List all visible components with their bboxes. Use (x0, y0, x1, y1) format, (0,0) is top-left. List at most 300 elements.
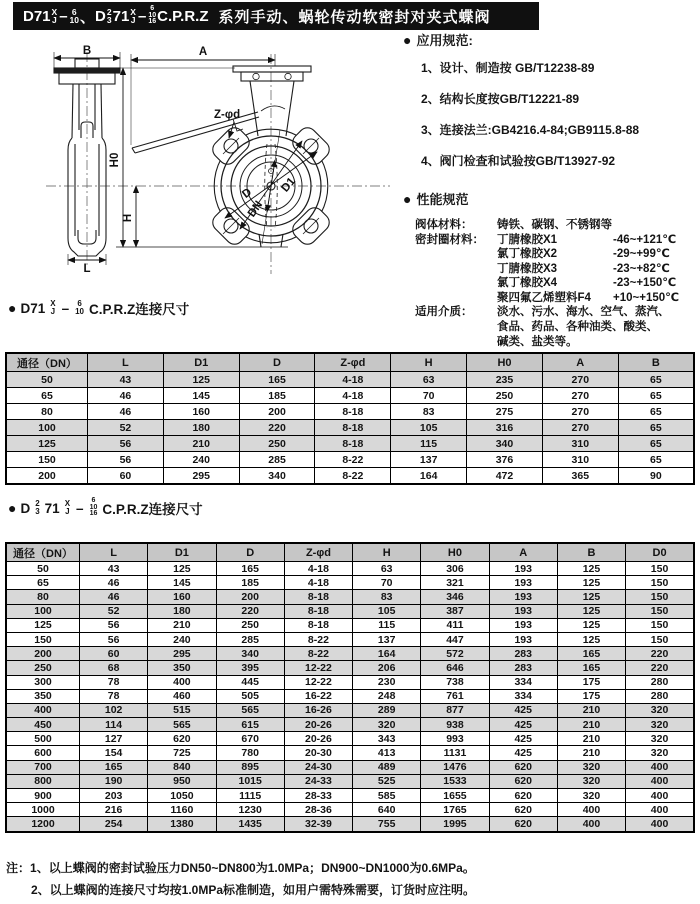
table-cell: 334 (489, 689, 557, 703)
table-cell: 220 (626, 647, 694, 661)
table-cell: 447 (421, 632, 489, 646)
table-cell: 28-36 (284, 803, 352, 817)
table-row (6, 452, 694, 468)
table-cell: 1000 (6, 803, 80, 817)
valve-technical-drawing (28, 38, 400, 302)
table-cell: 615 (216, 718, 284, 732)
table-cell: 489 (353, 760, 421, 774)
table-cell: 400 (626, 817, 694, 832)
table-cell: 185 (239, 388, 315, 404)
table-cell: 620 (489, 774, 557, 788)
table-cell: 175 (557, 675, 625, 689)
table-cell: 56 (88, 452, 164, 468)
dim-label-h0: H0 (109, 152, 121, 168)
table-cell: 646 (421, 661, 489, 675)
table-cell: 295 (163, 468, 239, 485)
table-cell: 450 (6, 718, 80, 732)
table-cell: 1131 (421, 746, 489, 760)
table-cell: 270 (542, 372, 618, 388)
column-header: D0 (626, 543, 694, 562)
table-cell: 70 (353, 576, 421, 590)
table-cell: 343 (353, 732, 421, 746)
table-cell: 20-26 (284, 732, 352, 746)
table-row (6, 576, 694, 590)
table-row (6, 817, 694, 832)
table-cell: 620 (489, 760, 557, 774)
table-cell: 320 (626, 703, 694, 717)
table-cell: 340 (239, 468, 315, 485)
application-spec-heading: ● 应用规范: (403, 31, 473, 48)
bullet-icon: ● (403, 190, 412, 207)
table-row (6, 436, 694, 452)
table-cell: 125 (557, 562, 625, 576)
table-cell: 395 (216, 661, 284, 675)
table-cell: 938 (421, 718, 489, 732)
performance-spec-heading: ● 性能规范 (403, 190, 469, 207)
table-cell: 12-22 (284, 661, 352, 675)
dim-label-dn: DN (245, 199, 266, 220)
bullet-icon: ● (8, 500, 17, 516)
table-cell: 250 (216, 618, 284, 632)
table-cell: 585 (353, 789, 421, 803)
table-cell: 32-39 (284, 817, 352, 832)
body-material-line: 阀体材料： 铸铁、碳钢、不锈钢等 (415, 219, 612, 231)
note-label: 注： (6, 861, 31, 875)
table-cell: 65 (618, 404, 694, 420)
table-cell: 316 (467, 420, 543, 436)
table-cell: 56 (80, 618, 148, 632)
table-cell: 1765 (421, 803, 489, 817)
media-line: 适用介质： 淡水、污水、海水、空气、蒸汽、 食品、药品、各种油类、酸类、 碱类、盐类等。 (415, 306, 670, 348)
table-cell: 70 (391, 388, 467, 404)
table-cell: 620 (148, 732, 216, 746)
model2-dash: – (137, 7, 147, 25)
table-row (6, 803, 694, 817)
table-cell: 376 (467, 452, 543, 468)
table-cell: 125 (557, 604, 625, 618)
table-cell: 445 (216, 675, 284, 689)
table-cell: 283 (489, 647, 557, 661)
table-cell: 210 (557, 746, 625, 760)
table-cell: 400 (626, 789, 694, 803)
table-cell: 350 (148, 661, 216, 675)
table-cell: 320 (557, 774, 625, 788)
table-cell: 210 (557, 703, 625, 717)
table-row (6, 647, 694, 661)
valve-front-view (132, 66, 333, 248)
table-cell: 275 (467, 404, 543, 420)
model2-stack-pn: 6 10 16 (148, 5, 157, 26)
table-cell: 150 (626, 618, 694, 632)
table-cell: 160 (148, 590, 216, 604)
table-cell: 190 (80, 774, 148, 788)
table-cell: 115 (391, 436, 467, 452)
table-cell: 20-30 (284, 746, 352, 760)
table-cell: 200 (6, 647, 80, 661)
table-cell: 16-22 (284, 689, 352, 703)
seal-item: 氯丁橡胶X2 -29~+99℃ (497, 248, 670, 261)
table-row (6, 774, 694, 788)
table-row (6, 604, 694, 618)
table-cell: 400 (626, 803, 694, 817)
column-header: B (557, 543, 625, 562)
specs-column (403, 30, 697, 349)
section2-stack-23: 2 3 (35, 499, 40, 516)
application-spec-item: 1、设计、制造按 GB/T12238-89 (421, 61, 595, 75)
table-cell: 68 (80, 661, 148, 675)
table-cell: 216 (80, 803, 148, 817)
table-cell: 425 (489, 703, 557, 717)
table-row (6, 703, 694, 717)
table-cell: 125 (557, 618, 625, 632)
table-cell: 52 (88, 420, 164, 436)
table-cell: 670 (216, 732, 284, 746)
table-cell: 80 (6, 404, 88, 420)
table-cell: 8-18 (315, 420, 391, 436)
dim-label-h: H (122, 213, 134, 223)
application-spec-item: 4、阀门检查和试验按GB/T13927-92 (421, 154, 616, 168)
table-cell: 100 (6, 420, 88, 436)
table-cell: 640 (353, 803, 421, 817)
table-cell: 280 (626, 689, 694, 703)
table-cell: 100 (6, 604, 80, 618)
table-row (6, 562, 694, 576)
table-cell: 125 (557, 576, 625, 590)
application-spec-item: 2、结构长度按GB/T12221-89 (421, 92, 580, 106)
table-cell: 240 (148, 632, 216, 646)
table-row (6, 388, 694, 404)
table-cell: 206 (353, 661, 421, 675)
performance-spec-block (403, 189, 697, 349)
title-cprz: C.P.R.Z (157, 7, 209, 25)
model2-mid: 71 (112, 7, 130, 25)
table-cell: 346 (421, 590, 489, 604)
table-cell: 127 (80, 732, 148, 746)
column-header: H (391, 353, 467, 372)
table-cell: 220 (626, 661, 694, 675)
table-cell: 56 (88, 436, 164, 452)
column-header: B (618, 353, 694, 372)
table-row (6, 661, 694, 675)
table-cell: 387 (421, 604, 489, 618)
dim-label-a: A (198, 46, 208, 58)
table-cell: 46 (80, 590, 148, 604)
table-cell: 125 (557, 632, 625, 646)
table-row (6, 404, 694, 420)
table-cell: 270 (542, 404, 618, 420)
table-cell: 295 (148, 647, 216, 661)
column-header: Z-φd (315, 353, 391, 372)
dim-label-l: L (83, 263, 91, 275)
table-cell: 220 (216, 604, 284, 618)
table-cell: 620 (489, 803, 557, 817)
title-series-text: 系列手动、蜗轮传动软密封对夹式蝶阀 (218, 8, 491, 26)
table-cell: 1380 (148, 817, 216, 832)
table-cell: 56 (80, 632, 148, 646)
table-header-row (6, 353, 694, 372)
table-cell: 240 (163, 452, 239, 468)
table-cell: 203 (80, 789, 148, 803)
table-cell: 400 (626, 774, 694, 788)
table-cell: 154 (80, 746, 148, 760)
table-cell: 800 (6, 774, 80, 788)
table-cell: 1476 (421, 760, 489, 774)
table-cell: 1655 (421, 789, 489, 803)
table-cell: 65 (6, 388, 88, 404)
table-cell: 193 (489, 632, 557, 646)
table-cell: 572 (421, 647, 489, 661)
table-row (6, 732, 694, 746)
table-cell: 1160 (148, 803, 216, 817)
table-cell: 65 (618, 420, 694, 436)
column-header: H0 (421, 543, 489, 562)
table-cell: 210 (557, 732, 625, 746)
table-cell: 472 (467, 468, 543, 485)
column-header: 通径（DN） (6, 543, 80, 562)
table-cell: 43 (80, 562, 148, 576)
table-cell: 895 (216, 760, 284, 774)
table-cell: 150 (6, 452, 88, 468)
page-title (13, 2, 539, 30)
table-cell: 210 (557, 718, 625, 732)
table-cell: 160 (163, 404, 239, 420)
table-cell: 65 (618, 452, 694, 468)
table-cell: 425 (489, 732, 557, 746)
table-cell: 150 (626, 562, 694, 576)
table-row (6, 632, 694, 646)
table-cell: 4-18 (284, 562, 352, 576)
table-cell: 150 (626, 632, 694, 646)
column-header: D1 (148, 543, 216, 562)
table-cell: 620 (489, 789, 557, 803)
table-cell: 300 (6, 675, 80, 689)
table-cell: 8-18 (284, 618, 352, 632)
table-row (6, 468, 694, 485)
table-cell: 60 (88, 468, 164, 485)
table-cell: 63 (353, 562, 421, 576)
table-cell: 90 (618, 468, 694, 485)
table-cell: 1435 (216, 817, 284, 832)
table-cell: 193 (489, 562, 557, 576)
table-cell: 16-26 (284, 703, 352, 717)
table-row (6, 689, 694, 703)
dim-label-d: D (240, 186, 255, 201)
section1-stack-xj: X J (50, 299, 56, 316)
table-cell: 460 (148, 689, 216, 703)
title-separator: 、 (80, 8, 96, 26)
table-cell: 50 (6, 372, 88, 388)
table-cell: 725 (148, 746, 216, 760)
column-header: Z-φd (284, 543, 352, 562)
table-cell: 8-18 (284, 590, 352, 604)
table-cell: 114 (80, 718, 148, 732)
table-cell: 200 (6, 468, 88, 485)
table-cell: 165 (239, 372, 315, 388)
table-cell: 4-18 (315, 372, 391, 388)
table-cell: 270 (542, 388, 618, 404)
table-cell: 165 (216, 562, 284, 576)
table-cell: 200 (239, 404, 315, 420)
table-cell: 320 (353, 718, 421, 732)
table-cell: 65 (618, 388, 694, 404)
table-cell: 250 (239, 436, 315, 452)
table-cell: 150 (626, 576, 694, 590)
table-cell: 46 (88, 404, 164, 420)
column-header: L (80, 543, 148, 562)
table-cell: 8-18 (284, 604, 352, 618)
table-cell: 248 (353, 689, 421, 703)
table-cell: 1230 (216, 803, 284, 817)
table-cell: 250 (6, 661, 80, 675)
table-cell: 50 (6, 562, 80, 576)
table-cell: 877 (421, 703, 489, 717)
table-cell: 180 (163, 420, 239, 436)
table-cell: 185 (216, 576, 284, 590)
table-cell: 150 (6, 632, 80, 646)
table-cell: 250 (467, 388, 543, 404)
seal-material-list (497, 233, 679, 306)
table-cell: 83 (353, 590, 421, 604)
table-cell: 102 (80, 703, 148, 717)
table-cell: 8-22 (284, 647, 352, 661)
column-header: D (216, 543, 284, 562)
table-cell: 334 (489, 675, 557, 689)
table-cell: 310 (542, 436, 618, 452)
dim-label-z-phi-d: Z-φd (214, 109, 241, 121)
table-cell: 400 (148, 675, 216, 689)
table-cell: 280 (626, 675, 694, 689)
table-row (6, 675, 694, 689)
table-cell: 340 (467, 436, 543, 452)
table-cell: 425 (489, 718, 557, 732)
table-cell: 8-22 (315, 452, 391, 468)
table-cell: 46 (88, 388, 164, 404)
table-cell: 350 (6, 689, 80, 703)
table-row (6, 372, 694, 388)
note-line: 注：1、以上蝶阀的密封试验压力DN50~DN800为1.0MPa；DN900~DN1000为0.6MPa。 (6, 861, 475, 875)
table-cell: 46 (80, 576, 148, 590)
model2-base: D (95, 7, 106, 25)
table-cell: 65 (618, 436, 694, 452)
bullet-icon: ● (403, 31, 412, 48)
table-cell: 411 (421, 618, 489, 632)
table-cell: 8-18 (315, 436, 391, 452)
table-cell: 150 (626, 590, 694, 604)
seal-item: 氯丁橡胶X4 -23~+150℃ (497, 277, 677, 290)
table-row (6, 789, 694, 803)
table-cell: 165 (557, 661, 625, 675)
table-cell: 137 (353, 632, 421, 646)
section2-stack-xj: X J (64, 499, 71, 516)
seal-material-line: 密封圈材料： 丁腈橡胶X1 -46~+121℃ 氯丁橡胶X2 -29~+99℃ 丁腈橡胶X3 -23~+82℃ 氯丁橡胶X4 -23~+150℃ 聚四氟乙烯塑料F4 +10~+150℃ (415, 233, 680, 304)
section2-stack-pn: 6 10 16 (89, 497, 98, 518)
column-header: H0 (467, 353, 543, 372)
table-cell: 840 (148, 760, 216, 774)
table-cell: 78 (80, 675, 148, 689)
table-cell: 283 (489, 661, 557, 675)
model1-dash: – (59, 7, 68, 25)
table-cell: 1995 (421, 817, 489, 832)
table-cell: 137 (391, 452, 467, 468)
table-cell: 193 (489, 604, 557, 618)
table-cell: 145 (148, 576, 216, 590)
table-cell: 306 (421, 562, 489, 576)
table-cell: 115 (353, 618, 421, 632)
table-cell: 210 (148, 618, 216, 632)
column-header: D1 (163, 353, 239, 372)
table-cell: 220 (239, 420, 315, 436)
table-cell: 761 (421, 689, 489, 703)
table-cell: 365 (542, 468, 618, 485)
table-cell: 755 (353, 817, 421, 832)
table-cell: 425 (489, 746, 557, 760)
column-header: A (542, 353, 618, 372)
model2-stack-xj: X J (130, 6, 136, 25)
table-cell: 63 (391, 372, 467, 388)
footnotes (6, 857, 475, 901)
table-cell: 230 (353, 675, 421, 689)
table-row (6, 760, 694, 774)
dim-label-d1: D1 (279, 175, 299, 195)
table-cell: 80 (6, 590, 80, 604)
table-header-row (6, 543, 694, 562)
seal-item: 丁腈橡胶X1 -46~+121℃ (497, 233, 677, 246)
table-cell: 738 (421, 675, 489, 689)
application-spec-item: 3、连接法兰:GB4216.4-84;GB9115.8-88 (421, 123, 640, 137)
table-cell: 950 (148, 774, 216, 788)
table-cell: 235 (467, 372, 543, 388)
table-cell: 900 (6, 789, 80, 803)
table-row (6, 746, 694, 760)
table-cell: 320 (626, 718, 694, 732)
table-cell: 165 (80, 760, 148, 774)
table-cell: 254 (80, 817, 148, 832)
table-cell: 565 (216, 703, 284, 717)
column-header: H (353, 543, 421, 562)
table-cell: 12-22 (284, 675, 352, 689)
table-cell: 60 (80, 647, 148, 661)
table-cell: 52 (80, 604, 148, 618)
column-header: 通径（DN） (6, 353, 88, 372)
bullet-icon: ● (8, 300, 17, 316)
table-cell: 193 (489, 576, 557, 590)
section1-stack-pn: 6 10 (75, 299, 84, 316)
model2-stack-23: 2 3 (106, 6, 112, 25)
table-cell: 150 (626, 604, 694, 618)
table-cell: 400 (6, 703, 80, 717)
table2-heading: ● D 2 3 71 X J – 6 10 16 C.P.R.Z连接尺寸 (8, 497, 203, 518)
table-cell: 125 (6, 618, 80, 632)
table-cell: 505 (216, 689, 284, 703)
table-cell: 289 (353, 703, 421, 717)
table-cell: 340 (216, 647, 284, 661)
table-cell: 20-26 (284, 718, 352, 732)
table-cell: 565 (148, 718, 216, 732)
table1-heading: ● D71 X J – 6 10 C.P.R.Z连接尺寸 (8, 299, 190, 317)
table-cell: 210 (163, 436, 239, 452)
table-cell: 780 (216, 746, 284, 760)
table-row (6, 618, 694, 632)
table-cell: 78 (80, 689, 148, 703)
table-cell: 1533 (421, 774, 489, 788)
table-cell: 320 (626, 732, 694, 746)
table-cell: 4-18 (284, 576, 352, 590)
table-cell: 321 (421, 576, 489, 590)
table-cell: 65 (6, 576, 80, 590)
table-cell: 1200 (6, 817, 80, 832)
table-cell: 28-33 (284, 789, 352, 803)
table-cell: 105 (353, 604, 421, 618)
